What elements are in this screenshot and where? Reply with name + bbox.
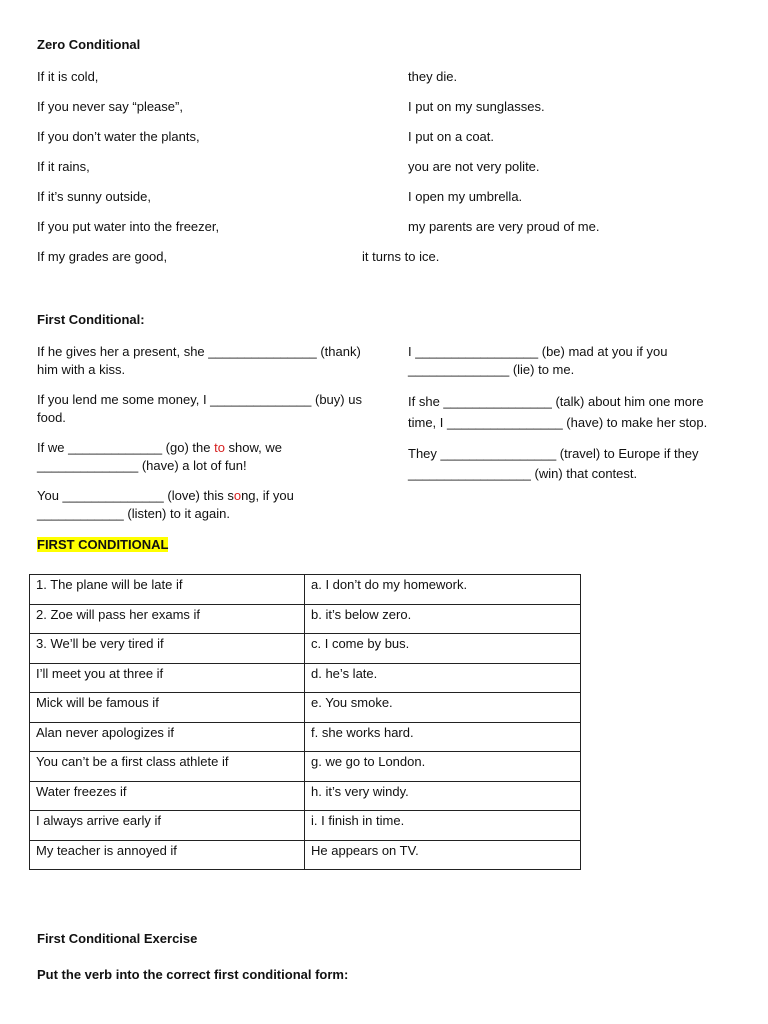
zero-left-6: If you put water into the freezer, bbox=[37, 219, 220, 234]
zero-right-5: I open my umbrella. bbox=[408, 189, 523, 204]
condition-cell: Water freezes if bbox=[30, 781, 305, 811]
table-row bbox=[30, 693, 581, 723]
condition-cell: Mick will be famous if bbox=[30, 693, 305, 723]
first-left-sentence-1: If he gives her a present, she _______________ (thank) him with a kiss. bbox=[37, 344, 361, 377]
result-cell: f. she works hard. bbox=[305, 722, 581, 752]
table-row bbox=[30, 781, 581, 811]
condition-cell: I always arrive early if bbox=[30, 811, 305, 841]
zero-right-3: I put on a coat. bbox=[408, 129, 495, 144]
table-row bbox=[30, 604, 581, 634]
exercise-heading: First Conditional Exercise bbox=[37, 931, 198, 946]
zero-right-2: I put on my sunglasses. bbox=[408, 99, 545, 114]
table-row bbox=[30, 634, 581, 664]
condition-cell: My teacher is annoyed if bbox=[30, 840, 305, 870]
first-right-sentence-3: They ________________ (travel) to Europe if they _________________ (win) that contest. bbox=[408, 446, 699, 481]
sentence-4-red-letter: o bbox=[233, 488, 242, 503]
result-cell: c. I come by bus. bbox=[305, 634, 581, 664]
first-right-sentence-2: If she _______________ (talk) about him one more time, I ________________ (have) to make her stop. bbox=[408, 394, 708, 430]
matching-table bbox=[29, 574, 581, 870]
exercise-instruction: Put the verb into the correct first conditional form: bbox=[37, 967, 349, 982]
table-row bbox=[30, 752, 581, 782]
highlighted-heading: FIRST CONDITIONAL bbox=[37, 537, 169, 552]
result-cell: b. it’s below zero. bbox=[305, 604, 581, 634]
zero-left-3: If you don’t water the plants, bbox=[37, 129, 200, 144]
result-cell: d. he’s late. bbox=[305, 663, 581, 693]
sentence-4-part-b: ng, if you ____________ (listen) to it again. bbox=[37, 488, 294, 521]
zero-conditional-heading: Zero Conditional bbox=[37, 37, 141, 52]
result-cell: g. we go to London. bbox=[305, 752, 581, 782]
zero-left-7: If my grades are good, bbox=[37, 249, 168, 264]
zero-left-4: If it rains, bbox=[37, 159, 90, 174]
first-left-sentence-3 bbox=[37, 439, 367, 475]
first-conditional-heading: First Conditional: bbox=[37, 312, 145, 327]
first-left-sentence-2: If you lend me some money, I ______________ (buy) us food. bbox=[37, 392, 362, 425]
zero-right-4: you are not very polite. bbox=[408, 159, 540, 174]
sentence-4-part-a: You ______________ (love) this s bbox=[37, 488, 234, 503]
condition-cell: I’ll meet you at three if bbox=[30, 663, 305, 693]
zero-right-6: my parents are very proud of me. bbox=[408, 219, 600, 234]
first-left-sentence-4 bbox=[37, 487, 367, 523]
condition-cell: 1. The plane will be late if bbox=[30, 575, 305, 605]
sentence-3-part-b: show, we ______________ (have) a lot of fun! bbox=[37, 440, 283, 473]
sentence-3-part-a: If we _____________ (go) the bbox=[37, 440, 215, 455]
zero-right-1: they die. bbox=[408, 69, 458, 84]
matching-heading bbox=[37, 537, 168, 552]
condition-cell: 2. Zoe will pass her exams if bbox=[30, 604, 305, 634]
first-right-sentence-1: I _________________ (be) mad at you if you ______________ (lie) to me. bbox=[408, 344, 668, 377]
table-row bbox=[30, 811, 581, 841]
condition-cell: You can’t be a first class athlete if bbox=[30, 752, 305, 782]
table-row bbox=[30, 722, 581, 752]
result-cell: a. I don’t do my homework. bbox=[305, 575, 581, 605]
condition-cell: Alan never apologizes if bbox=[30, 722, 305, 752]
zero-right-7: it turns to ice. bbox=[362, 249, 440, 264]
zero-left-5: If it’s sunny outside, bbox=[37, 189, 151, 204]
zero-left-1: If it is cold, bbox=[37, 69, 99, 84]
result-cell: h. it’s very windy. bbox=[305, 781, 581, 811]
zero-left-2: If you never say “please”, bbox=[37, 99, 183, 114]
table-row bbox=[30, 840, 581, 870]
condition-cell: 3. We’ll be very tired if bbox=[30, 634, 305, 664]
table-row bbox=[30, 575, 581, 605]
table-row bbox=[30, 663, 581, 693]
result-cell: He appears on TV. bbox=[305, 840, 581, 870]
result-cell: e. You smoke. bbox=[305, 693, 581, 723]
result-cell: i. I finish in time. bbox=[305, 811, 581, 841]
sentence-3-red-word: to bbox=[214, 440, 225, 455]
